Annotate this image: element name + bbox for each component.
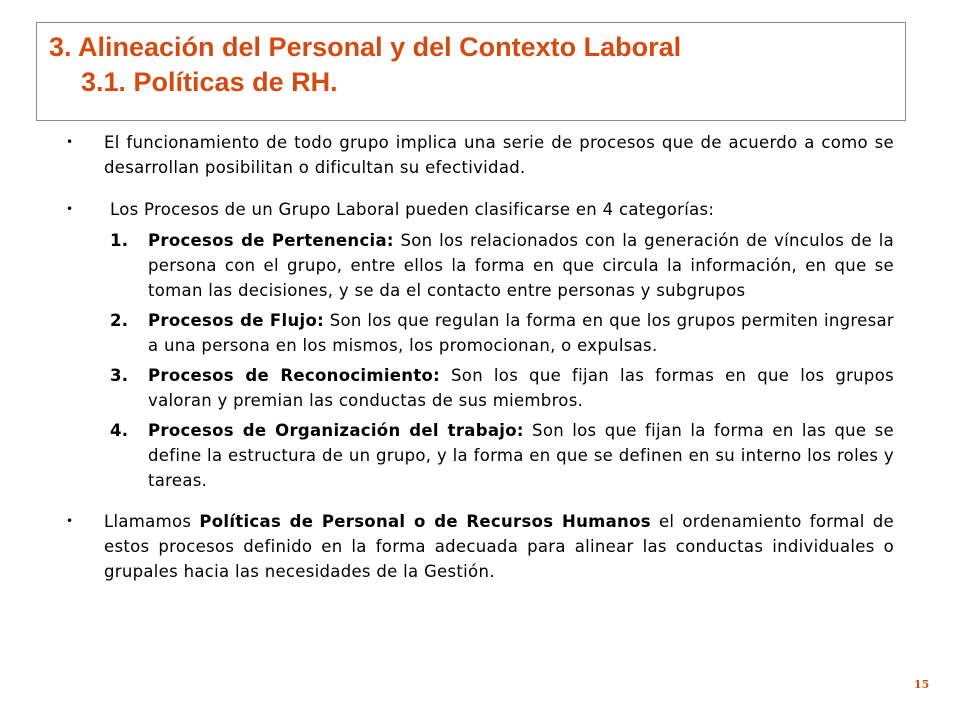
bullet-paragraph-3 [64,509,894,584]
bullet-paragraph-2 [64,197,894,222]
process-name: Procesos de Flujo: [148,311,324,330]
process-item [110,228,894,303]
process-description: Son los que fijan la forma en las que se define la estructura de un grupo, y la forma en que se definen en su interno los roles y tareas. [148,421,895,490]
process-item [110,363,894,413]
slide-content [64,130,894,584]
bullet-icon: • [66,202,74,216]
slide-title: 3. Alineación del Personal y del Contexto Laboral [49,32,682,62]
process-name: Procesos de Reconocimiento: [148,366,441,385]
paragraph-2-intro: Los Procesos de un Grupo Laboral pueden clasificarse en 4 categorías: [110,200,715,219]
process-description: Son los que fijan las formas en que los grupos valoran y premian las conductas de sus miembros. [148,366,895,410]
paragraph-3-start: Llamamos [104,512,200,531]
process-name: Procesos de Organización del trabajo: [148,421,524,440]
process-item [110,418,894,493]
process-description: Son los relacionados con la generación de vínculos de la persona con el grupo, entre ellos la forma en que circula la información, en que se toman las decisiones, y se da el contacto entre personas y subgrupos [148,231,894,300]
paragraph-3-end: el ordenamiento formal de estos procesos definido en la forma adecuada para alinear las conductas individuales o grupales hacia las necesidades de la Gestión. [104,512,895,581]
process-name: Procesos de Pertenencia: [148,231,394,250]
process-number: 3. [110,366,129,385]
paragraph-3-bold: Políticas de Personal o de Recursos Humanos [199,512,651,531]
title-box [36,22,906,121]
process-item [110,308,894,358]
page-number: 15 [914,678,930,691]
process-description: Son los que regulan la forma en que los grupos permiten ingresar a una persona en los mismos, los promocionan, o expulsas. [148,311,894,355]
process-list [64,228,894,493]
bullet-paragraph-1 [64,130,894,180]
bullet-icon: • [66,514,74,528]
paragraph-1-text: El funcionamiento de todo grupo implica una serie de procesos que de acuerdo a como se desarrollan posibilitan o dificultan su efectividad. [104,133,894,177]
slide-subtitle: 3.1. Políticas de RH. [81,67,338,97]
process-number: 4. [110,421,129,440]
process-number: 1. [110,231,129,250]
bullet-icon: • [66,135,74,149]
process-number: 2. [110,311,129,330]
